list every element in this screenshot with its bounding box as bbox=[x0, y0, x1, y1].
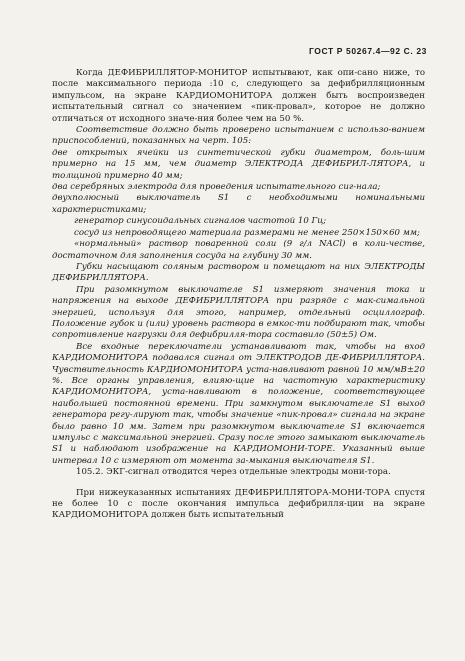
page-number: С. 23 bbox=[403, 46, 427, 56]
paragraph-clause-text: Когда ДЕФИБРИЛЛЯТОР-МОНИТОР испытывают, как опи-сано ниже, то после максимального периода :10 с, следующего за дефибрилляционным импульсом, на экране КАРДИОМОНИТОРА должен быть воспроизведен испытательный сигнал со значением «пик-провал», которое не должно отличаться от исходного значе-ния более чем на 50 %. bbox=[52, 68, 425, 124]
paragraph-clause-105-2: 105.2. ЭКГ-сигнал отводится через отдельные электроды мони-тора. bbox=[76, 467, 391, 478]
list-item-silver-electrodes: два серебряных электрода для проведения испытательного сиг-нала; bbox=[52, 182, 381, 193]
list-item-generator: генератор синусоидальных сигналов частотой 10 Гц; bbox=[74, 216, 327, 227]
standard-code: ГОСТ Р bbox=[308, 46, 344, 56]
list-item-saline: «нормальный» раствор поваренной соли (9 г/л NACl) в коли-честве, достаточном для заполнения сосуда на глубину 30 мм. bbox=[52, 239, 425, 261]
paragraph-sponges: Губки насыщают соляным раствором и помещают на них ЭЛЕКТРОДЫ ДЕФИБРИЛЛЯТОРА. bbox=[52, 261, 425, 284]
document-body bbox=[52, 68, 425, 522]
paragraph-measurement: При разомкнутом выключателе S1 измеряют значения тока и напряжения на выходе ДЕФИБРИЛЛЯТОРА при разряде с мак-симальной энергией, используя для этого, например, отдельный осциллограф. Положение губок и (или) уровень раствора в емкос-ти подбирают так, чтобы сопротивление нагрузки для дефибрилля-тора составило (50±5) Ом. bbox=[52, 284, 425, 341]
paragraph-following-tests: При нижеуказанных испытаниях ДЕФИБРИЛЛЯТОРА-МОНИ-ТОРА спустя не более 10 с после окончания импульса дефибрилля-ции на экране КАРДИОМОНИТОРА должен быть испытательный bbox=[52, 487, 425, 521]
standard-number: 50267.4—92 bbox=[346, 46, 401, 56]
paragraph-compliance-check: Соответствие должно быть проверено испытанием с использо-ванием приспособлений, показанных на черт. 105: bbox=[52, 125, 425, 147]
page-header bbox=[309, 46, 427, 56]
list-item-switch: двухполюсный выключатель S1 с необходимыми номинальными характеристиками; bbox=[52, 193, 425, 215]
paragraph-procedure: Все входные переключатели устанавливают так, чтобы на вход КАРДИОМОНИТОРА подавался сигнал от ЭЛЕКТРОДОВ ДЕ-ФИБРИЛЛЯТОРА. Чувствительность КАРДИОМОНИТОРА уста-навливают равной 10 мм/мВ±20 %. Все органы управления, влияю-щие на частотную характеристику КАРДИОМОНИТОРА, уста-навливают в положение, соответствующее наибольшей постоянной времени. При замкнутом выключателе S1 выход генератора регу-лируют так, чтобы значение «пик-провал» сигнала на экране было равно 10 мм. Затем при разомкнутом выключателе S1 включается импульс с максимальной энергией. Сразу после этого замыкают выключатель S1 и наблюдают изображение на КАРДИОМОНИ-ТОРЕ. Указанный выше интервал 10 с измеряют от момента за-мыкания выключателя S1. bbox=[52, 341, 425, 466]
list-item-vessel: сосуд из непроводящего материала размерами не менее 250×150×60 мм; bbox=[74, 227, 420, 238]
list-item-sponge-cells: две открытых ячейки из синтетической губки диаметром, боль-шим примерно на 15 мм, чем диаметр ЭЛЕКТРОДА ДЕФИБРИЛ-ЛЯТОРА, и толщиной примерно 40 мм; bbox=[52, 147, 425, 181]
